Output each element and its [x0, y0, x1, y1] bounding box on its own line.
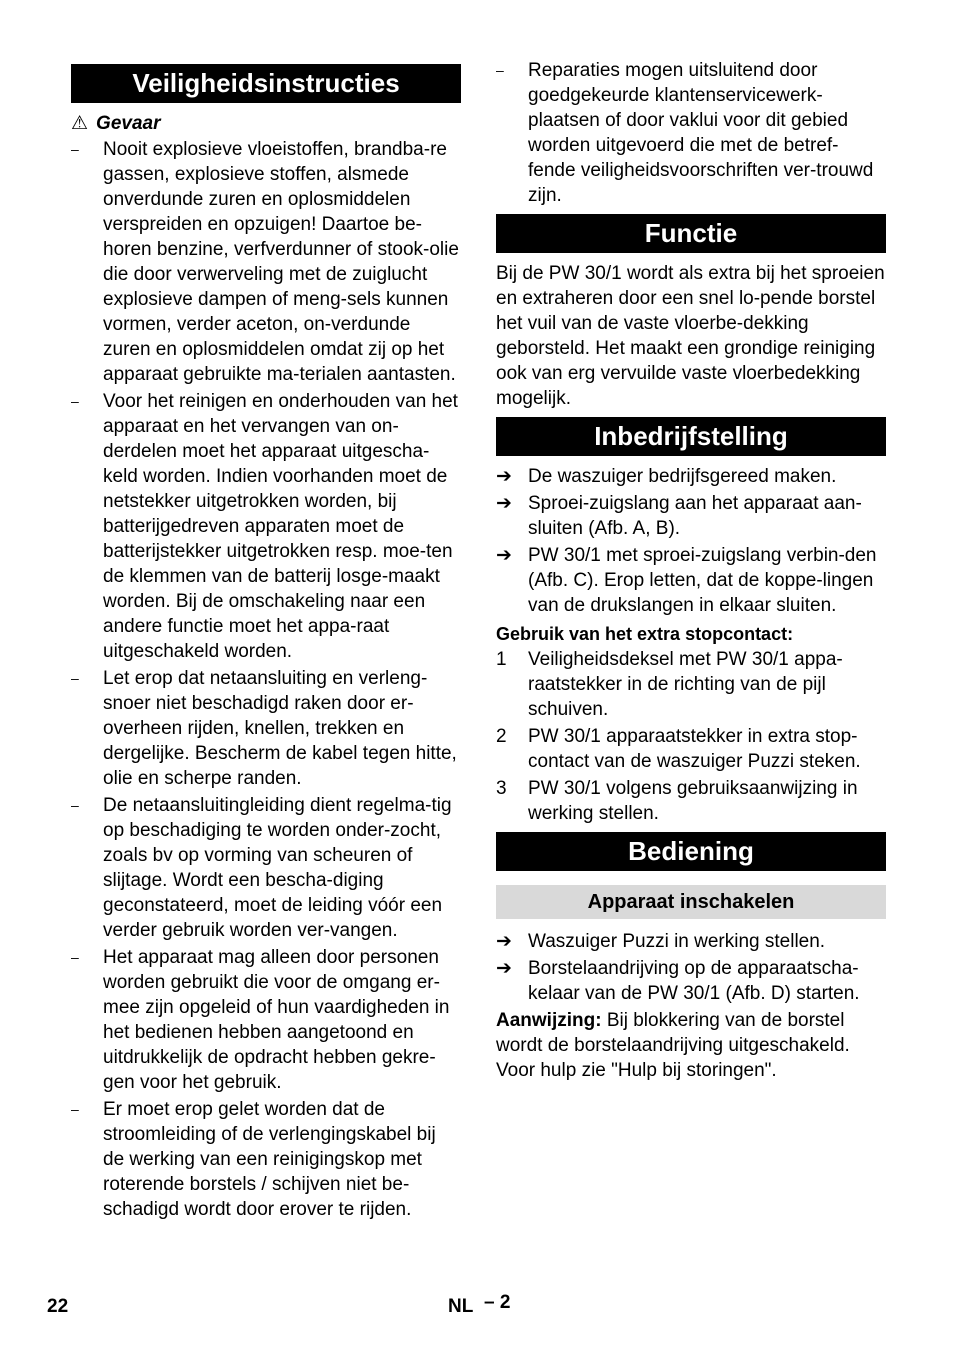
list-item-text: De netaansluitingleiding dient regelma-tig op beschadiging te worden onder-zocht, zoals bv op vorming van scheuren of slijtage. Wordt een bescha-diging geconstateerd, moet de leiding vóór een verder gebruik worden ver-vangen. — [103, 795, 452, 941]
language-code: NL — [448, 1296, 474, 1317]
subsection-title-switch-on: Apparaat inschakelen — [496, 885, 886, 919]
danger-label: Gevaar — [96, 113, 161, 134]
step-item — [496, 956, 886, 1006]
list-item — [71, 137, 461, 387]
page-number: 22 — [47, 1296, 69, 1317]
arrow-icon: ➔ — [496, 931, 512, 952]
left-column — [71, 58, 461, 1224]
section-title-commissioning: Inbedrijfstelling — [496, 417, 886, 456]
numbered-step — [496, 724, 886, 774]
sub-page-number: – 2 — [484, 1292, 511, 1313]
step-item — [496, 464, 886, 489]
note-paragraph — [496, 1008, 886, 1083]
list-item-text: Nooit explosieve vloeistoffen, brandba-re gassen, explosieve stoffen, alsmede onverdunde zuren en oplosmiddelen verspreiden en opzuigen! Daartoe be-horen benzine, verfverdunner of stook-olie die door verwerveling met de zuiglucht explosieve dampen of meng-sels kunnen vormen, verder aceton, on-verdunde zuren en oplosmiddelen omdat zij op het apparaat gebruikte ma-terialen aantasten. — [103, 139, 459, 385]
step-text: Sproei-zuigslang aan het apparaat aan-sluiten (Afb. A, B). — [528, 493, 862, 539]
step-text: Waszuiger Puzzi in werking stellen. — [528, 931, 826, 952]
list-item-text: Reparaties mogen uitsluitend door goedgekeurde klantenservicewerk-plaatsen of door vaklui voor dit gebied worden uitgevoerd die met de betref-fende veiligheidsvoorschriften ver-trouwd zijn. — [528, 60, 874, 206]
section-title-function: Functie — [496, 214, 886, 253]
numbered-step — [496, 647, 886, 722]
list-item-text: Het apparaat mag alleen door personen worden gebruikt die voor de omgang er-mee zijn opgeleid of hun vaardigheden in het bedienen hebben aangetoond en uitdrukkelijk de opdracht hebben gekre-gen voor het gebruik. — [103, 947, 450, 1093]
step-number: 2 — [496, 726, 507, 747]
list-item-text: Voor het reinigen en onderhouden van het apparaat en het vervangen van on-derdelen moet het apparaat uitgescha-keld worden. Indien voorhanden moet de netstekker uitgetrokken worden, bij batterijgedreven apparaten moet de batterijstekker uitgetrokken resp. moe-ten de klemmen van de batterij losge-maakt worden. Bij de omschakeling naar een andere functie moet het appa-raat uitgeschakeld worden. — [103, 391, 458, 662]
dash-marker: – — [71, 949, 79, 965]
dash-marker: – — [496, 62, 504, 78]
arrow-icon: ➔ — [496, 545, 512, 566]
list-item — [71, 945, 461, 1095]
list-item — [496, 58, 886, 208]
function-paragraph: Bij de PW 30/1 wordt als extra bij het sproeien en extraheren door een snel lo-pende borstel het vuil van de vaste vloerbe-dekking geborsteld. Het maakt een grondige reiniging ook van erg vervuilde vaste vloerbedekking mogelijk. — [496, 263, 885, 409]
danger-heading — [71, 111, 461, 137]
arrow-icon: ➔ — [496, 958, 512, 979]
page-footer — [0, 1292, 954, 1326]
section-title-operation: Bediening — [496, 832, 886, 871]
note-text: Bij blokkering van de borstel wordt de borstelaandrijving uitgeschakeld. Voor hulp zie "Hulp bij storingen". — [496, 1010, 850, 1081]
list-item — [71, 666, 461, 791]
dash-marker: – — [71, 393, 79, 409]
list-item-text: Er moet erop gelet worden dat de stroomleiding of de verlengingskabel bij de werking van een reinigingskop met roterende borstels / schijven niet be-schadigd wordt door erover te rijden. — [103, 1099, 436, 1220]
section-title-safety: Veiligheidsinstructies — [71, 64, 461, 103]
list-item — [71, 389, 461, 664]
arrow-icon: ➔ — [496, 466, 512, 487]
step-text: PW 30/1 met sproei-zuigslang verbin-den (Afb. C). Erop letten, dat de koppe-lingen van de drukslangen in elkaar sluiten. — [528, 545, 877, 616]
list-item — [71, 793, 461, 943]
step-item — [496, 543, 886, 618]
dash-marker: – — [71, 141, 79, 157]
numbered-step — [496, 776, 886, 826]
list-item — [71, 1097, 461, 1222]
step-text: De waszuiger bedrijfsgereed maken. — [528, 466, 837, 487]
step-item — [496, 929, 886, 954]
step-text: Veiligheidsdeksel met PW 30/1 appa-raatstekker in de richting van de pijl schuiven. — [528, 649, 843, 720]
arrow-icon: ➔ — [496, 493, 512, 514]
step-item — [496, 491, 886, 541]
step-text: Borstelaandrijving op de apparaatscha-kelaar van de PW 30/1 (Afb. D) starten. — [528, 958, 860, 1004]
right-column — [496, 58, 886, 1085]
warning-triangle-icon: ⚠ — [71, 113, 89, 134]
list-item-text: Let erop dat netaansluiting en verleng-snoer niet beschadigd raken door er-overheen rijden, knellen, trekken en dergelijke. Bescherm de kabel tegen hitte, olie en scherpe randen. — [103, 668, 457, 789]
dash-marker: – — [71, 797, 79, 813]
step-text: PW 30/1 apparaatstekker in extra stop-contact van de waszuiger Puzzi steken. — [528, 726, 861, 772]
socket-heading: Gebruik van het extra stopcontact: — [496, 624, 794, 644]
note-label: Aanwijzing: — [496, 1010, 602, 1031]
dash-marker: – — [71, 1101, 79, 1117]
dash-marker: – — [71, 670, 79, 686]
step-number: 3 — [496, 778, 507, 799]
step-number: 1 — [496, 649, 507, 670]
step-text: PW 30/1 volgens gebruiksaanwijzing in werking stellen. — [528, 778, 858, 824]
